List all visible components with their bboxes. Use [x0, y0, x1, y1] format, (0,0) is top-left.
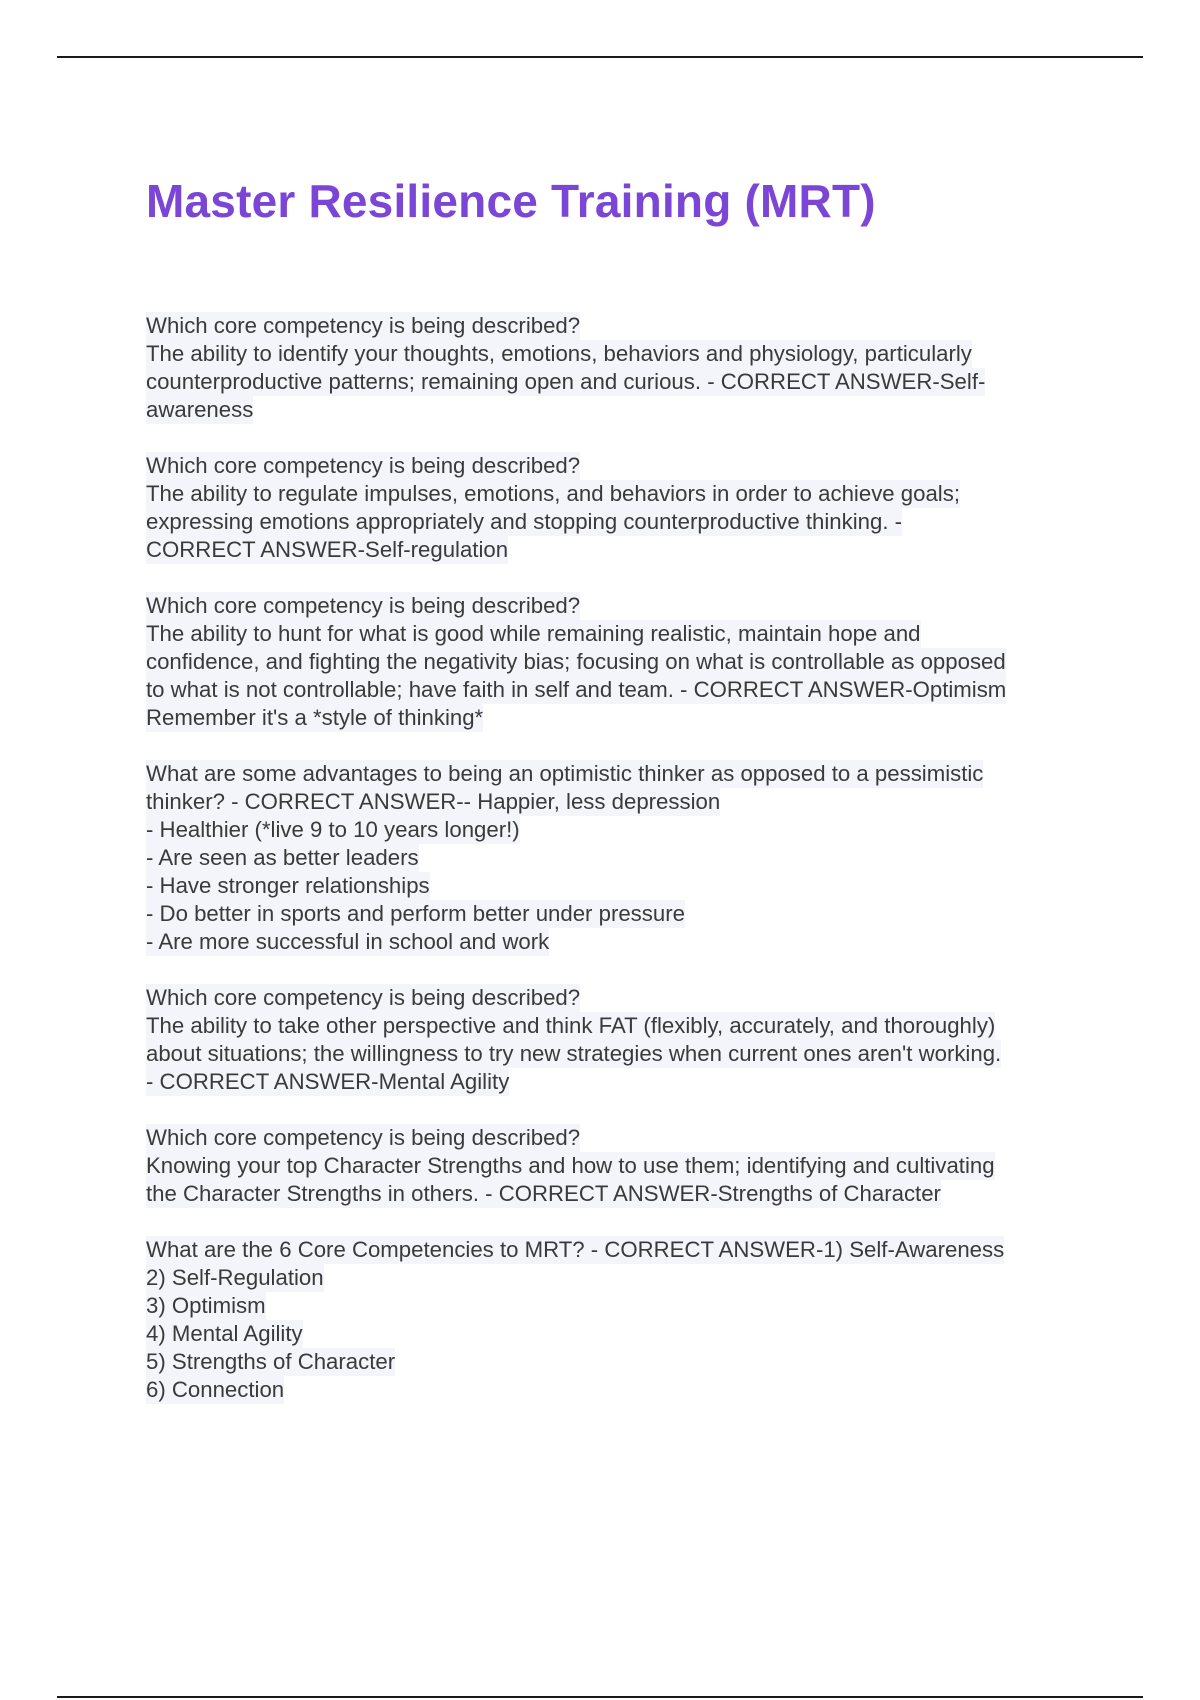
- qa-entry: [146, 984, 1086, 1096]
- qa-line: 2) Self-Regulation: [146, 1265, 324, 1290]
- qa-entry: [146, 592, 1086, 732]
- qa-entry: [146, 312, 1086, 424]
- qa-list: [146, 312, 1086, 1432]
- qa-line: 4) Mental Agility: [146, 1321, 303, 1346]
- qa-line: counterproductive patterns; remaining open and curious. - CORRECT ANSWER-Self-: [146, 369, 986, 394]
- qa-entry: [146, 760, 1086, 956]
- qa-line: 5) Strengths of Character: [146, 1349, 396, 1374]
- qa-line: - Have stronger relationships: [146, 873, 430, 898]
- qa-line: - Do better in sports and perform better under pressure: [146, 901, 685, 926]
- qa-line: - Are more successful in school and work: [146, 929, 550, 954]
- qa-line: - CORRECT ANSWER-Mental Agility: [146, 1069, 510, 1094]
- qa-line: The ability to take other perspective and think FAT (flexibly, accurately, and thoroughly): [146, 1013, 996, 1038]
- qa-line: Remember it's a *style of thinking*: [146, 705, 484, 730]
- qa-line: thinker? - CORRECT ANSWER-- Happier, less depression: [146, 789, 721, 814]
- qa-line: The ability to hunt for what is good while remaining realistic, maintain hope and: [146, 621, 921, 646]
- qa-line: expressing emotions appropriately and stopping counterproductive thinking. -: [146, 509, 903, 534]
- qa-line: 3) Optimism: [146, 1293, 266, 1318]
- qa-line: Which core competency is being described?: [146, 985, 581, 1010]
- qa-line: the Character Strengths in others. - CORRECT ANSWER-Strengths of Character: [146, 1181, 941, 1206]
- qa-line: to what is not controllable; have faith in self and team. - CORRECT ANSWER-Optimism: [146, 677, 1007, 702]
- qa-entry: [146, 452, 1086, 564]
- qa-line: Which core competency is being described?: [146, 1125, 581, 1150]
- qa-entry: [146, 1124, 1086, 1208]
- qa-line: The ability to regulate impulses, emotions, and behaviors in order to achieve goals;: [146, 481, 960, 506]
- qa-line: Which core competency is being described?: [146, 593, 581, 618]
- qa-entry: [146, 1236, 1086, 1404]
- qa-line: CORRECT ANSWER-Self-regulation: [146, 537, 509, 562]
- qa-line: - Are seen as better leaders: [146, 845, 419, 870]
- qa-line: What are the 6 Core Competencies to MRT? - CORRECT ANSWER-1) Self-Awareness: [146, 1237, 1005, 1262]
- qa-line: - Healthier (*live 9 to 10 years longer!): [146, 817, 520, 842]
- qa-line: 6) Connection: [146, 1377, 285, 1402]
- qa-line: The ability to identify your thoughts, emotions, behaviors and physiology, particularly: [146, 341, 972, 366]
- page-title: Master Resilience Training (MRT): [146, 175, 876, 227]
- qa-line: Which core competency is being described?: [146, 453, 581, 478]
- bottom-rule: [57, 1696, 1143, 1698]
- qa-line: awareness: [146, 397, 254, 422]
- qa-line: Which core competency is being described?: [146, 313, 581, 338]
- top-rule: [57, 56, 1143, 58]
- qa-line: What are some advantages to being an optimistic thinker as opposed to a pessimistic: [146, 761, 984, 786]
- qa-line: about situations; the willingness to try new strategies when current ones aren't working.: [146, 1041, 1002, 1066]
- qa-line: confidence, and fighting the negativity bias; focusing on what is controllable as opposed: [146, 649, 1006, 674]
- qa-line: Knowing your top Character Strengths and how to use them; identifying and cultivating: [146, 1153, 995, 1178]
